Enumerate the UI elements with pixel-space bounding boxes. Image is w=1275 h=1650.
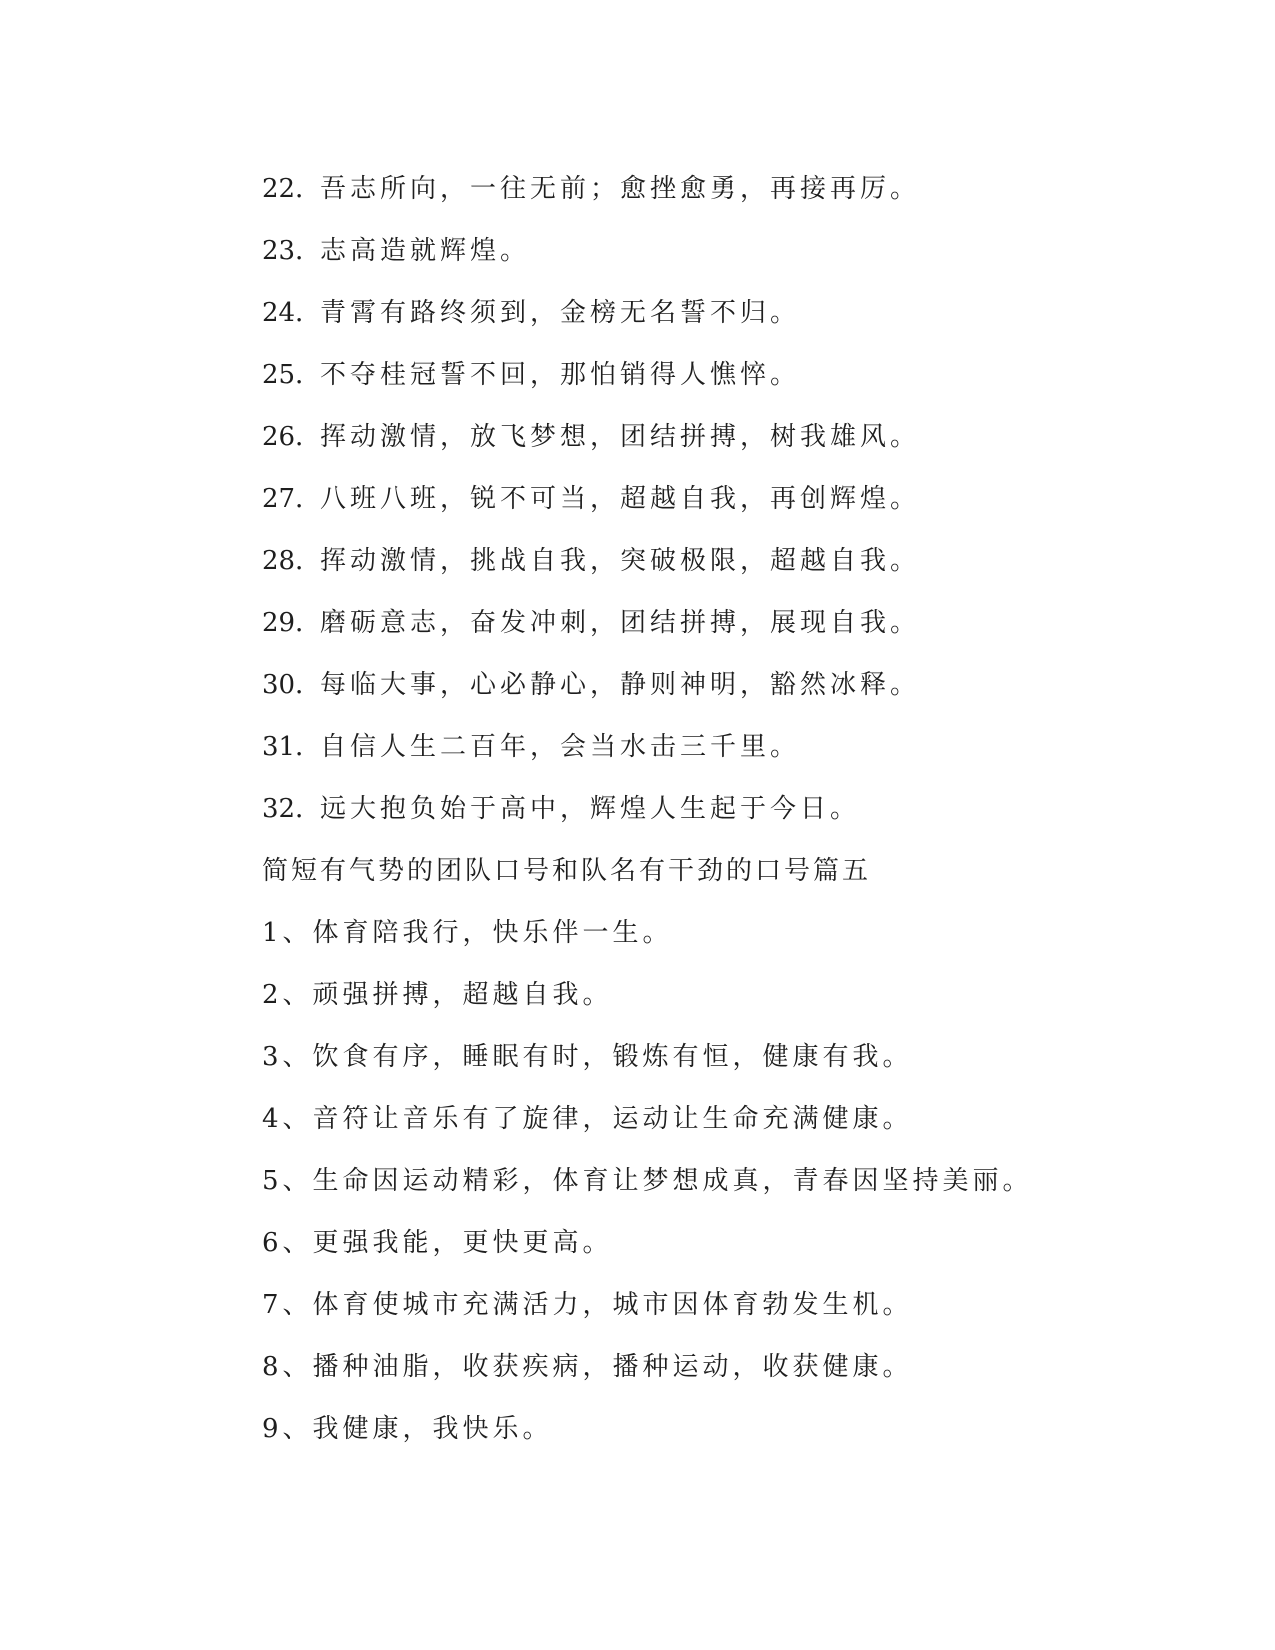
slogan-item: 4、音符让音乐有了旋律，运动让生命充满健康。 <box>262 1104 913 1134</box>
slogan-number: 32． <box>262 794 322 824</box>
slogan-line <box>262 592 1162 654</box>
slogan-item: 7、体育使城市充满活力，城市因体育勃发生机。 <box>262 1290 913 1320</box>
slogan-number: 25． <box>262 360 322 390</box>
slogan-text: 青霄有路终须到，金榜无名誓不归。 <box>320 298 801 328</box>
slogan-text: 吾志所向，一往无前；愈挫愈勇，再接再厉。 <box>320 174 921 204</box>
slogan-number: 31． <box>262 732 322 762</box>
slogan-number: 26． <box>262 422 322 452</box>
slogan-item: 9、我健康，我快乐。 <box>262 1414 553 1444</box>
slogan-line <box>262 654 1162 716</box>
slogan-line <box>262 778 1162 840</box>
slogan-text: 八班八班，锐不可当，超越自我，再创辉煌。 <box>320 484 921 514</box>
slogan-item: 2、顽强拼搏，超越自我。 <box>262 980 613 1010</box>
slogan-text: 挥动激情，挑战自我，突破极限，超越自我。 <box>320 546 921 576</box>
slogan-item: 1、体育陪我行，快乐伴一生。 <box>262 918 673 948</box>
slogan-number: 30． <box>262 670 322 700</box>
slogan-text: 自信人生二百年，会当水击三千里。 <box>320 732 801 762</box>
slogan-line <box>262 220 1162 282</box>
slogan-line <box>262 282 1162 344</box>
slogan-text: 志高造就辉煌。 <box>320 236 531 266</box>
document-body <box>262 158 1162 1460</box>
slogan-line <box>262 530 1162 592</box>
slogan-number: 29． <box>262 608 322 638</box>
slogan-line <box>262 468 1162 530</box>
slogan-item: 6、更强我能，更快更高。 <box>262 1228 613 1258</box>
slogan-number: 23． <box>262 236 322 266</box>
slogan-text: 不夺桂冠誓不回，那怕销得人憔悴。 <box>320 360 801 390</box>
slogan-text: 挥动激情，放飞梦想，团结拼搏，树我雄风。 <box>320 422 921 452</box>
slogan-item: 3、饮食有序，睡眠有时，锻炼有恒，健康有我。 <box>262 1042 913 1072</box>
slogan-line <box>262 344 1162 406</box>
slogan-text: 远大抱负始于高中，辉煌人生起于今日。 <box>320 794 861 824</box>
section-heading: 简短有气势的团队口号和队名有干劲的口号篇五 <box>262 856 872 886</box>
slogan-line <box>262 716 1162 778</box>
slogan-number: 22． <box>262 174 322 204</box>
slogan-line <box>262 158 1162 220</box>
slogan-text: 磨砺意志，奋发冲刺，团结拼搏，展现自我。 <box>320 608 921 638</box>
slogan-line <box>262 406 1162 468</box>
slogan-number: 24． <box>262 298 322 328</box>
slogan-item: 5、生命因运动精彩，体育让梦想成真，青春因坚持美丽。 <box>262 1166 1033 1196</box>
slogan-text: 每临大事，心必静心，静则神明，豁然冰释。 <box>320 670 921 700</box>
slogan-number: 27． <box>262 484 322 514</box>
slogan-number: 28． <box>262 546 322 576</box>
slogan-item: 8、播种油脂，收获疾病，播种运动，收获健康。 <box>262 1352 913 1382</box>
